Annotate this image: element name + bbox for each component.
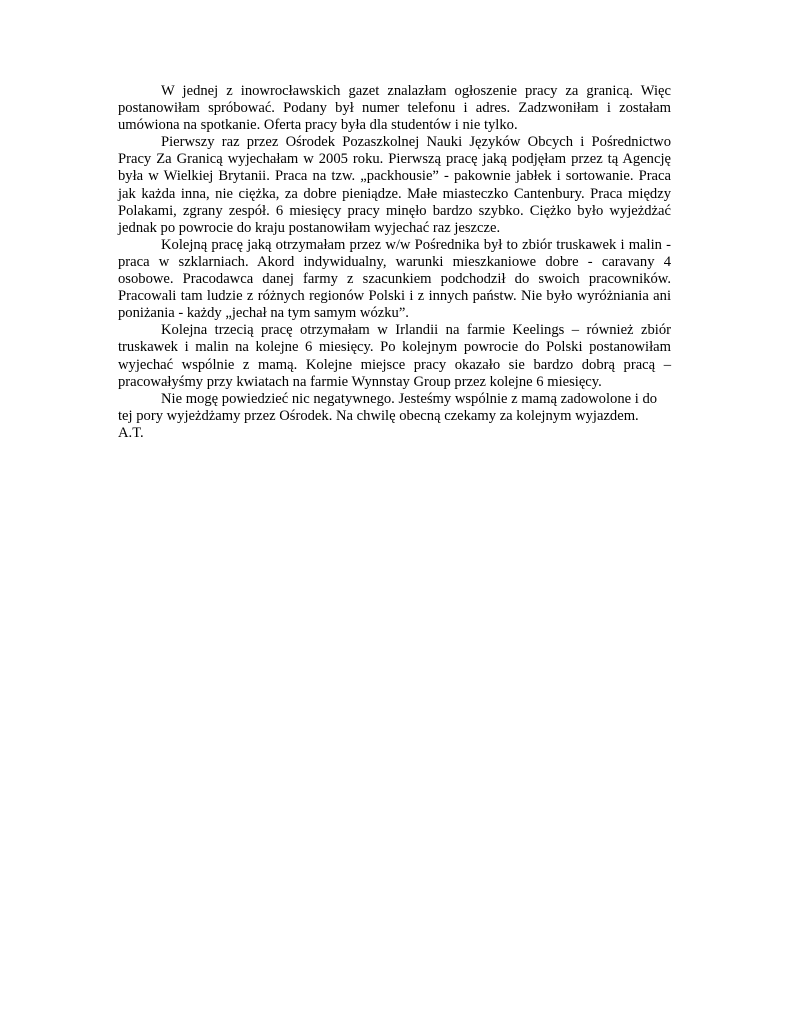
paragraph-conclusion: Nie mogę powiedzieć nic negatywnego. Jesteśmy wspólnie z mamą zadowolone i do tej pory wyjeżdżamy przez Ośrodek. Na chwilę obecną czekamy za kolejnym wyjazdem. <box>118 390 658 424</box>
paragraph-first-job-uk: Pierwszy raz przez Ośrodek Pozaszkolnej Nauki Języków Obcych i Pośrednictwo Pracy Za Granicą wyjechałam w 2005 roku. Pierwszą pracę jaką podjęłam przez tą Agencję była w Wielkiej Brytanii. Praca na tzw. „packhousie” - pakownie jabłek i sortowanie. Praca jak każda inna, nie ciężka, za dobre pieniądze. Małe miasteczko Cantenbury. Praca między Polakami, zgrany zespół. 6 miesięcy pracy minęło bardzo szybko. Ciężko było wyjeżdżać jednak po powrocie do kraju postanowiłam wyjechać raz jeszcze. <box>118 134 671 236</box>
signature: A.T. <box>118 424 144 441</box>
document-page <box>118 83 671 442</box>
paragraph-third-job-ireland: Kolejna trzecią pracę otrzymałam w Irlandii na farmie Keelings – również zbiór truskawek i malin na kolejne 6 miesięcy. Po kolejnym powrocie do Polski postanowiłam wyjechać wspólnie z mamą. Kolejne miejsce pracy okazało sie bardzo dobrą pracą – pracowałyśmy przy kwiatach na farmie Wynnstay Group przez kolejne 6 miesięcy. <box>118 322 671 390</box>
paragraph-second-job-strawberries: Kolejną pracę jaką otrzymałam przez w/w Pośrednika był to zbiór truskawek i malin - praca w szklarniach. Akord indywidualny, warunki mieszkaniowe dobre - caravany 4 osobowe. Pracodawca danej farmy z szacunkiem podchodził do swoich pracowników. Pracowali tam ludzie z różnych regionów Polski i z innych państw. Nie było wyróżniania ani poniżania - każdy „jechał na tym samym wózku”. <box>118 236 671 322</box>
paragraph-newspaper-ad: W jednej z inowrocławskich gazet znalazłam ogłoszenie pracy za granicą. Więc postanowiłam spróbować. Podany był numer telefonu i adres. Zadzwoniłam i zostałam umówiona na spotkanie. Oferta pracy była dla studentów i nie tylko. <box>118 83 671 134</box>
